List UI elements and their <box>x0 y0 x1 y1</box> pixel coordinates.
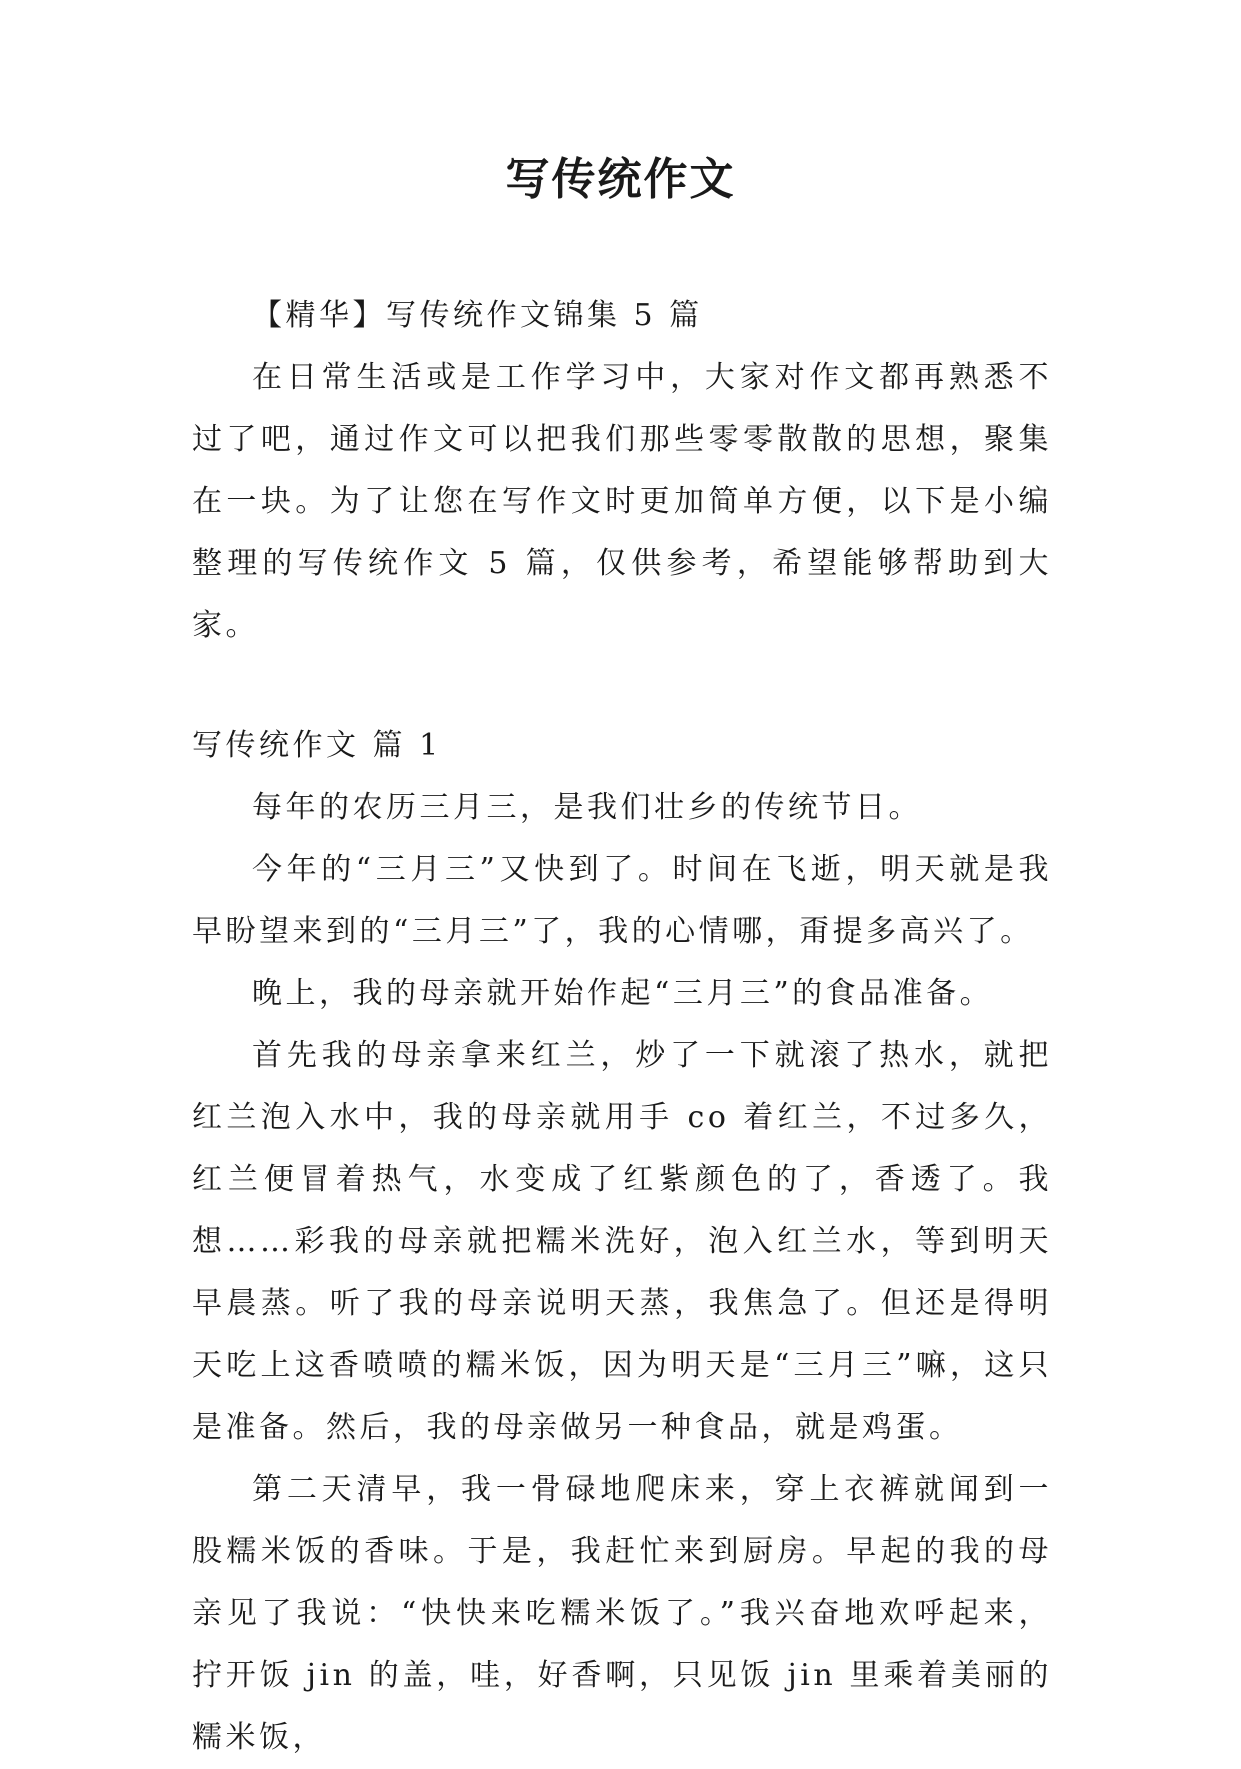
document-body <box>192 285 1052 1769</box>
document-title: 写传统作文 <box>505 154 736 205</box>
section-paragraph: 晚上，我的母亲就开始作起“三月三”的食品准备。 <box>252 976 994 1011</box>
intro-paragraph: 在日常生活或是工作学习中，大家对作文都再熟悉不过了吧，通过作文可以把我们那些零零散散的思想，聚集在一块。为了让您在写作文时更加简单方便，以下是小编整理的写传统作文 5 篇，仅供参考，希望能够帮助到大家。 <box>192 360 1052 643</box>
section-paragraph: 今年的“三月三”又快到了。时间在飞逝，明天就是我早盼望来到的“三月三”了，我的心情哪，甭提多高兴了。 <box>192 852 1052 949</box>
intro-subtitle: 【精华】写传统作文锦集 5 篇 <box>252 298 703 333</box>
section-gap <box>192 657 1052 715</box>
section-paragraph: 首先我的母亲拿来红兰，炒了一下就滚了热水，就把红兰泡入水中，我的母亲就用手 co 着红兰，不过多久，红兰便冒着热气，水变成了红紫颜色的了，香透了。我想……彩我的母亲就把糯米洗好，泡入红兰水，等到明天早晨蒸。听了我的母亲说明天蒸，我焦急了。但还是得明天吃上这香喷喷的糯米饭，因为明天是“三月三”嘛，这只是准备。然后，我的母亲做另一种食品，就是鸡蛋。 <box>192 1038 1052 1445</box>
section-paragraph: 每年的农历三月三，是我们壮乡的传统节日。 <box>252 790 922 825</box>
section-heading: 写传统作文 篇 1 <box>192 728 442 763</box>
section-paragraph: 第二天清早，我一骨碌地爬床来，穿上衣裤就闻到一股糯米饭的香味。于是，我赶忙来到厨房。早起的我的母亲见了我说：“快快来吃糯米饭了。”我兴奋地欢呼起来，拧开饭 jin 的盖，哇，好香啊，只见饭 jin 里乘着美丽的糯米饭， <box>192 1472 1052 1755</box>
